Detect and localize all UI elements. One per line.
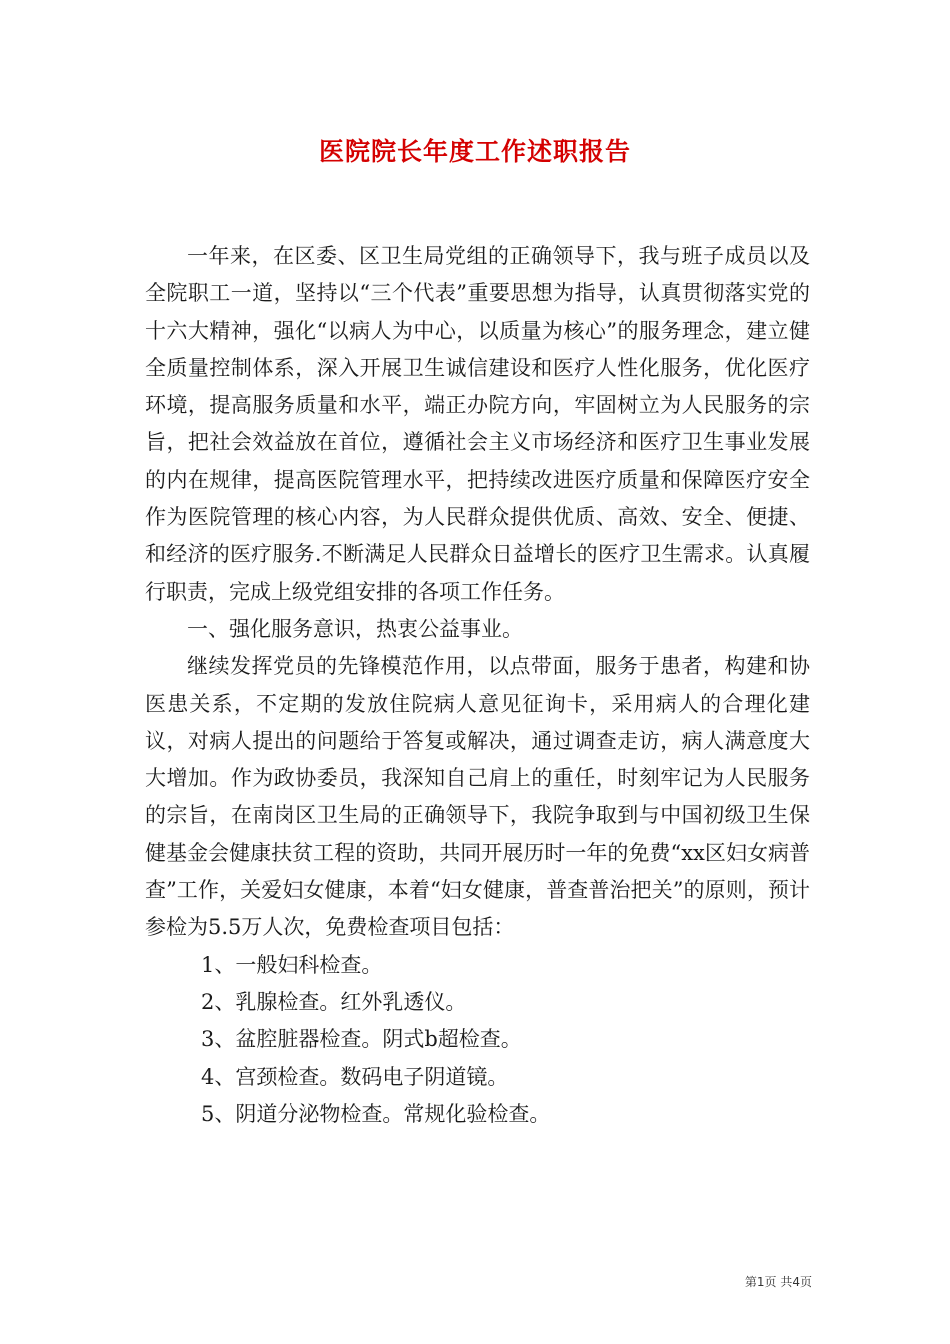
list-item: 5、阴道分泌物检查。常规化验检查。	[201, 1101, 551, 1126]
document-body	[145, 238, 810, 1133]
paragraph-intro: 一年来，在区委、区卫生局党组的正确领导下，我与班子成员以及全院职工一道，坚持以“三个代表”重要思想为指导，认真贯彻落实党的十六大精神，强化“以病人为中心，以质量为核心”的服务理念，建立健全质量控制体系，深入开展卫生诚信建设和医疗人性化服务，优化医疗环境，提高服务质量和水平，端正办院方向，牢固树立为人民服务的宗旨，把社会效益放在首位，遵循社会主义市场经济和医疗卫生事业发展的内在规律，提高医院管理水平，把持续改进医疗质量和保障医疗安全作为医院管理的核心内容，为人民群众提供优质、高效、安全、便捷、和经济的医疗服务.不断满足人民群众日益增长的医疗卫生需求。认真履行职责，完成上级党组安排的各项工作任务。	[145, 244, 810, 604]
page-title: 医院院长年度工作述职报告	[318, 137, 631, 166]
list-item: 4、宫颈检查。数码电子阴道镜。	[201, 1064, 509, 1089]
list-item: 1、一般妇科检查。	[201, 952, 383, 977]
list-item: 3、盆腔脏器检查。阴式b超检查。	[201, 1027, 522, 1052]
list-item: 2、乳腺检查。红外乳透仪。	[201, 989, 467, 1014]
section-heading: 一、强化服务意识，热衷公益事业。	[187, 616, 523, 641]
paragraph-service: 继续发挥党员的先锋模范作用，以点带面，服务于患者，构建和协医患关系，不定期的发放住院病人意见征询卡，采用病人的合理化建议，对病人提出的问题给于答复或解决，通过调查走访，病人满意度大大增加。作为政协委员，我深知自己肩上的重任，时刻牢记为人民服务的宗旨，在南岗区卫生局的正确领导下，我院争取到与中国初级卫生保健基金会健康扶贫工程的资助，共同开展历时一年的免费“xx区妇女病普查”工作，关爱妇女健康，本着“妇女健康，普查普治把关”的原则，预计参检为5.5万人次，免费检查项目包括：	[145, 654, 810, 940]
page-number: 第1页 共4页	[744, 1275, 812, 1289]
